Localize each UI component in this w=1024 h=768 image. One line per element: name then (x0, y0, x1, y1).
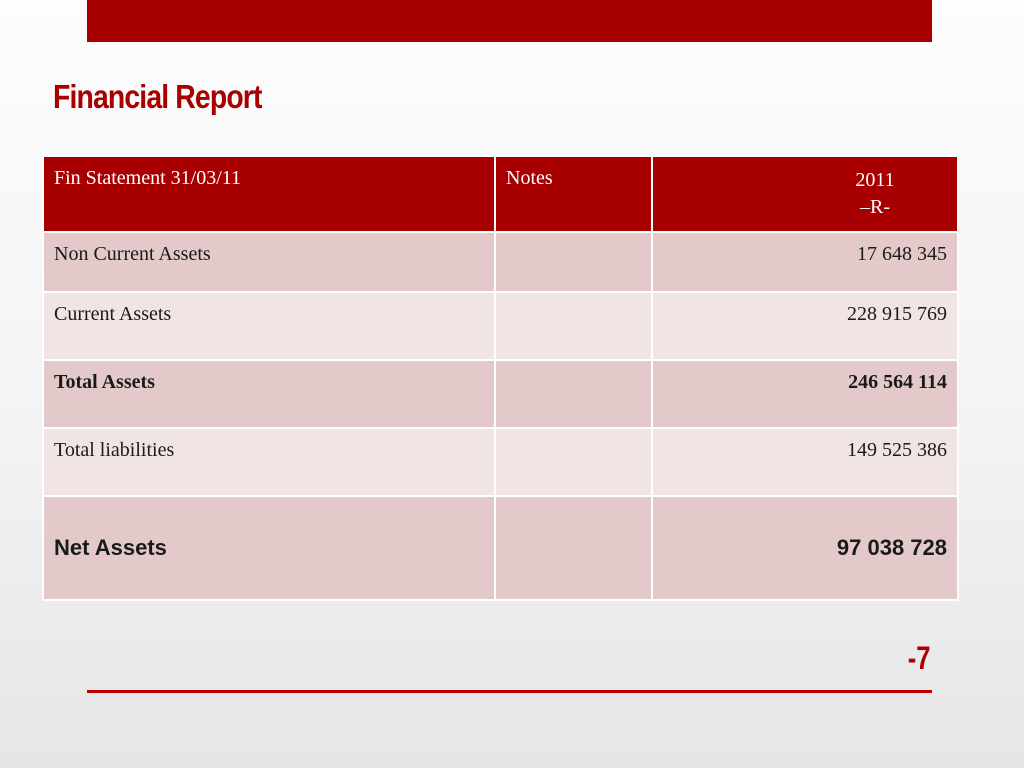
table-header-row (43, 156, 958, 232)
table-row (43, 360, 958, 428)
table-row (43, 428, 958, 496)
row-label: Total liabilities (43, 428, 495, 496)
page-number: -7 (907, 640, 930, 676)
top-accent-bar (87, 0, 932, 42)
header-currency: –R- (860, 196, 890, 218)
header-notes: Notes (495, 156, 652, 232)
row-label: Current Assets (43, 292, 495, 360)
row-notes (495, 232, 652, 292)
row-notes (495, 360, 652, 428)
row-value: 246 564 114 (652, 360, 958, 428)
row-label: Total Assets (43, 360, 495, 428)
table-row (43, 292, 958, 360)
row-label: Net Assets (43, 496, 495, 600)
row-label: Non Current Assets (43, 232, 495, 292)
header-fin-statement: Fin Statement 31/03/11 (43, 156, 495, 232)
row-notes (495, 496, 652, 600)
header-year (652, 156, 958, 232)
financial-table (42, 155, 959, 601)
row-value: 228 915 769 (652, 292, 958, 360)
row-value: 149 525 386 (652, 428, 958, 496)
header-year-value: 2011 (855, 169, 895, 191)
table-row (43, 496, 958, 600)
row-notes (495, 292, 652, 360)
slide-title: Financial Report (53, 78, 262, 115)
table-row (43, 232, 958, 292)
row-value: 97 038 728 (652, 496, 958, 600)
row-value: 17 648 345 (652, 232, 958, 292)
row-notes (495, 428, 652, 496)
bottom-divider (87, 690, 932, 693)
